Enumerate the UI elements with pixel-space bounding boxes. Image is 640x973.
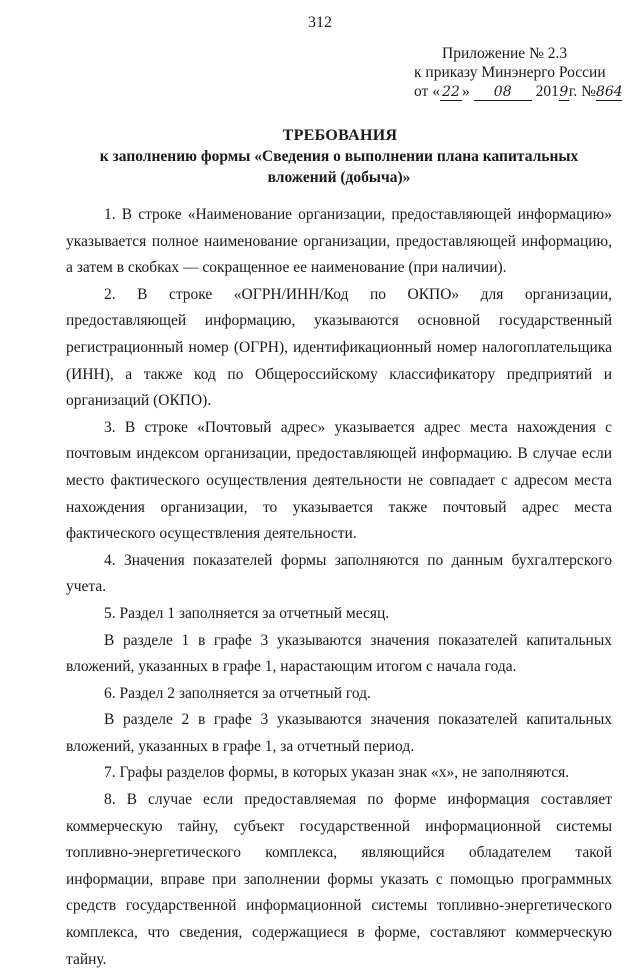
appendix-title: Приложение № 2.3 [442,45,568,62]
paragraph-8: 8. В случае если предоставляемая по форме информация составляет коммерческую тайну, субъект государственной информационной системы топливно-энергетического комплекса, являющийся обладателем такой информации, вправе при заполнении формы указать с помощью программных средств государственной информационной системы топливно-энергетического комплекса, что сведения, содержащиеся в форме, составляют коммерческую тайну. [66,791,612,968]
page-number: 312 [308,14,332,31]
appendix-header [400,44,623,101]
paragraph-7: 7. Графы разделов формы, в которых указан знак «х», не заполняются. [104,764,570,782]
paragraph-5: 5. Раздел 1 заполняется за отчетный месяц. [104,604,390,622]
date-prefix: от « [414,83,440,100]
date-day: 22 [440,85,462,101]
appendix-date-line [400,82,623,101]
paragraph-2: 2. В строке «ОГРН/ИНН/Код по ОКПО» для организации, предоставляющей информацию, указываются основной государственный регистрационный номер (ОГРН), идентификационный номер налогоплательщика (ИНН), а также код по Общероссийскому классификатору предприятий и организаций (ОКПО). [66,285,612,410]
document-body [66,202,612,973]
paragraph-3: 3. В строке «Почтовый адрес» указывается адрес места нахождения с почтовым индексом организации, предоставляющей информацию. В случае если место фактического осуществления деятельности не совпадает с адресом места нахождения организации, то указывается также почтовый адрес места фактического осуществления деятельности. [66,418,612,543]
document-subtitle: к заполнению формы «Сведения о выполнении плана капитальных вложений (добыча)» [99,148,579,186]
order-number: 864 [595,84,623,100]
paragraph-6: 6. Раздел 2 заполняется за отчетный год. [104,684,371,702]
paragraph-4: 4. Значения показателей формы заполняются по данным бухгалтерского учета. [66,551,612,596]
date-sep: » [461,83,470,100]
appendix-order-ref: к приказу Минэнерго России [414,64,606,81]
document-title [0,126,640,146]
paragraph-1: 1. В строке «Наименование организации, предоставляющей информацию» указывается полное наименование организации, предоставляющей информацию, а затем в скобках — сокращенное ее наименование (при наличии). [66,206,612,277]
paragraph-5-detail: В разделе 1 в графе 3 указываются значения показателей капитальных вложений, указанных в графе 1, нарастающим итогом с начала года. [66,631,612,676]
document-title-text: ТРЕБОВАНИЯ [282,127,398,144]
paragraph-6-detail: В разделе 2 в графе 3 указываются значения показателей капитальных вложений, указанных в графе 1, за отчетный период. [66,711,612,755]
date-year-digit: 9 [559,84,569,100]
date-year-prefix: 201 [535,83,559,100]
date-year-suffix: г. № [568,83,596,100]
date-month: 08 [474,85,532,101]
